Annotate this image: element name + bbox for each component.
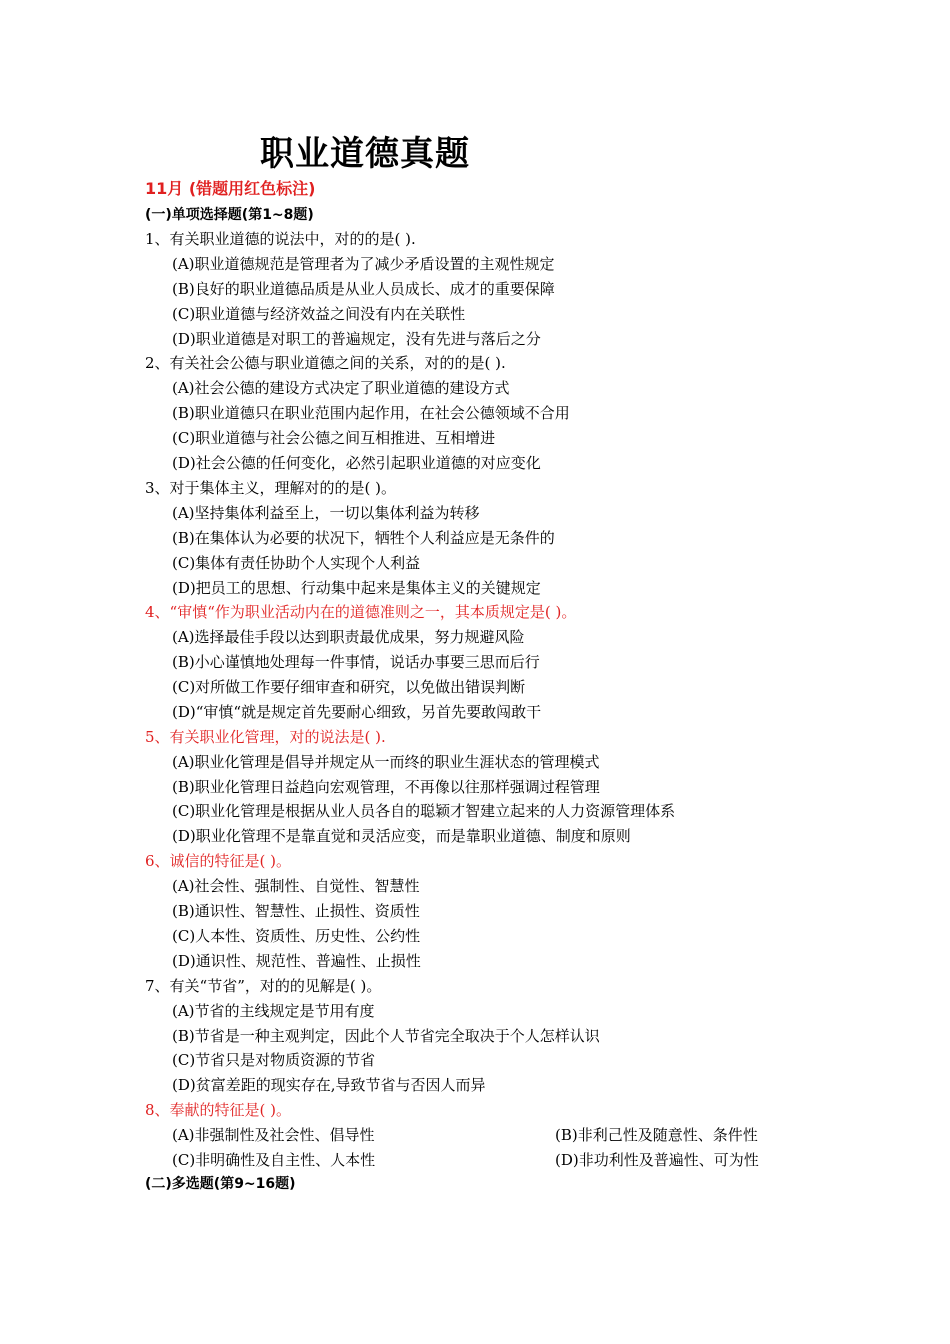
q3-option-b: (B)在集体认为必要的状况下，牺牲个人利益应是无条件的 [172,529,555,547]
q5-option-d: (D)职业化管理不是靠直觉和灵活应变，而是靠职业道德、制度和原则 [172,827,631,845]
q2-option-b: (B)职业道德只在职业范围内起作用，在社会公德领域不合用 [172,404,570,422]
q4-option-a: (A)选择最佳手段以达到职责最优成果，努力规避风险 [172,628,525,646]
question-1: 1、有关职业道德的说法中，对的的是( ). [145,230,416,248]
q4-option-c: (C)对所做工作要仔细审查和研究，以免做出错误判断 [172,678,526,696]
page-subtitle: 11月 (错题用红色标注) [145,179,316,198]
q6-option-c: (C)人本性、资质性、历史性、公约性 [172,927,421,945]
q7-option-d: (D)贫富差距的现实存在,导致节省与否因人而异 [172,1076,486,1094]
q8-option-b: (B)非利己性及随意性、条件性 [555,1126,758,1144]
q1-option-b: (B)良好的职业道德品质是从业人员成长、成才的重要保障 [172,280,555,298]
q4-option-b: (B)小心谨慎地处理每一件事情，说话办事要三思而后行 [172,653,540,671]
q2-option-a: (A)社会公德的建设方式决定了职业道德的建设方式 [172,379,510,397]
page-title: 职业道德真题 [260,134,470,174]
q3-option-c: (C)集体有责任协助个人实现个人利益 [172,554,421,572]
question-6: 6、诚信的特征是( )。 [145,852,292,870]
question-8: 8、奉献的特征是( )。 [145,1101,292,1119]
q1-option-a: (A)职业道德规范是管理者为了减少矛盾设置的主观性规定 [172,255,555,273]
q6-option-b: (B)通识性、智慧性、止损性、资质性 [172,902,420,920]
q5-option-a: (A)职业化管理是倡导并规定从一而终的职业生涯状态的管理模式 [172,753,600,771]
q7-option-a: (A)节省的主线规定是节用有度 [172,1002,375,1020]
q5-option-b: (B)职业化管理日益趋向宏观管理，不再像以往那样强调过程管理 [172,778,600,796]
q3-option-d: (D)把员工的思想、行动集中起来是集体主义的关键规定 [172,579,541,597]
q6-option-d: (D)通识性、规范性、普遍性、止损性 [172,952,421,970]
question-2: 2、有关社会公德与职业道德之间的关系，对的的是( ). [145,354,506,372]
q4-option-d: (D)“审慎“就是规定首先要耐心细致，另首先要敢闯敢干 [172,703,542,721]
q2-option-d: (D)社会公德的任何变化，必然引起职业道德的对应变化 [172,454,541,472]
q6-option-a: (A)社会性、强制性、自觉性、智慧性 [172,877,420,895]
q8-option-c: (C)非明确性及自主性、人本性 [172,1151,376,1169]
q7-option-b: (B)节省是一种主观判定，因此个人节省完全取决于个人怎样认识 [172,1027,600,1045]
question-5: 5、有关职业化管理，对的说法是( ). [145,728,386,746]
section-heading-multi: (二)多选题(第9~16题) [145,1176,296,1192]
question-7: 7、有关“节省”，对的的见解是( )。 [145,977,382,995]
q8-option-d: (D)非功利性及普遍性、可为性 [555,1151,759,1169]
q5-option-c: (C)职业化管理是根据从业人员各自的聪颖才智建立起来的人力资源管理体系 [172,802,676,820]
q2-option-c: (C)职业道德与社会公德之间互相推进、互相增进 [172,429,496,447]
q7-option-c: (C)节省只是对物质资源的节省 [172,1051,376,1069]
q1-option-d: (D)职业道德是对职工的普遍规定，没有先进与落后之分 [172,330,541,348]
question-3: 3、对于集体主义，理解对的的是( )。 [145,479,397,497]
question-4: 4、“审慎“作为职业活动内在的道德准则之一，其本质规定是( )。 [145,603,577,621]
section-heading-single: (一)单项选择题(第1~8题) [145,207,314,223]
q8-option-a: (A)非强制性及社会性、倡导性 [172,1126,375,1144]
q1-option-c: (C)职业道德与经济效益之间没有内在关联性 [172,305,466,323]
q3-option-a: (A)坚持集体利益至上，一切以集体利益为转移 [172,504,480,522]
